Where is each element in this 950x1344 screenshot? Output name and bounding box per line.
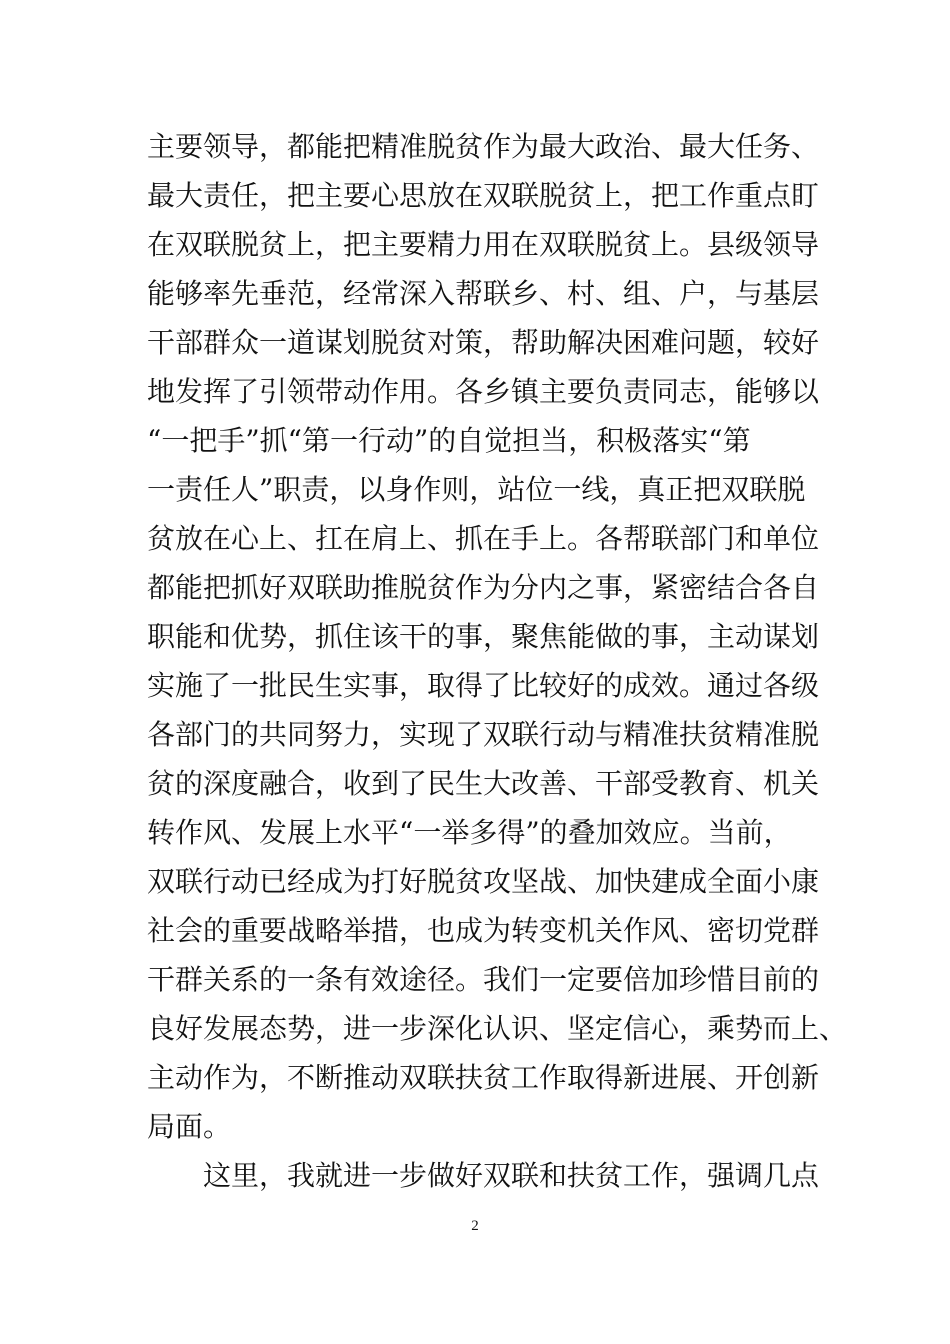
text-line: 实施了一批民生实事，取得了比较好的成效。通过各级 — [147, 669, 820, 702]
text-line: 干群关系的一条有效途径。我们一定要倍加珍惜目前的 — [147, 963, 820, 996]
text-line: 主动作为，不断推动双联扶贫工作取得新进展、开创新 — [147, 1061, 820, 1094]
page-number: 2 — [471, 1218, 479, 1234]
body-text — [147, 122, 848, 1200]
paragraph-start-line: 这里，我就进一步做好双联和扶贫工作，强调几点 — [203, 1159, 820, 1192]
text-line: “一把手”抓“第一行动”的自觉担当，积极落实“第 — [147, 424, 751, 457]
text-line: 职能和优势，抓住该干的事，聚焦能做的事，主动谋划 — [147, 620, 820, 653]
text-line: 各部门的共同努力，实现了双联行动与精准扶贫精准脱 — [147, 718, 820, 751]
text-line: 贫放在心上、扛在肩上、抓在手上。各帮联部门和单位 — [147, 522, 820, 555]
text-line: 地发挥了引领带动作用。各乡镇主要负责同志，能够以 — [147, 375, 820, 408]
text-line: 都能把抓好双联助推脱贫作为分内之事，紧密结合各自 — [147, 571, 820, 604]
text-line: 社会的重要战略举措，也成为转变机关作风、密切党群 — [147, 914, 820, 947]
text-line: 一责任人”职责，以身作则，站位一线，真正把双联脱 — [147, 473, 806, 506]
text-line: 主要领导，都能把精准脱贫作为最大政治、最大任务、 — [147, 130, 820, 163]
text-line: 干部群众一道谋划脱贫对策，帮助解决困难问题，较好 — [147, 326, 820, 359]
text-line: 转作风、发展上水平“一举多得”的叠加效应。当前， — [147, 816, 792, 849]
text-line: 贫的深度融合，收到了民生大改善、干部受教育、机关 — [147, 767, 820, 800]
text-line: 最大责任，把主要心思放在双联脱贫上，把工作重点盯 — [147, 179, 820, 212]
text-line: 双联行动已经成为打好脱贫攻坚战、加快建成全面小康 — [147, 865, 820, 898]
text-line: 能够率先垂范，经常深入帮联乡、村、组、户，与基层 — [147, 277, 820, 310]
text-line: 在双联脱贫上，把主要精力用在双联脱贫上。县级领导 — [147, 228, 820, 261]
text-line: 局面。 — [147, 1110, 232, 1143]
text-line: 良好发展态势，进一步深化认识、坚定信心，乘势而上、 — [147, 1012, 848, 1045]
